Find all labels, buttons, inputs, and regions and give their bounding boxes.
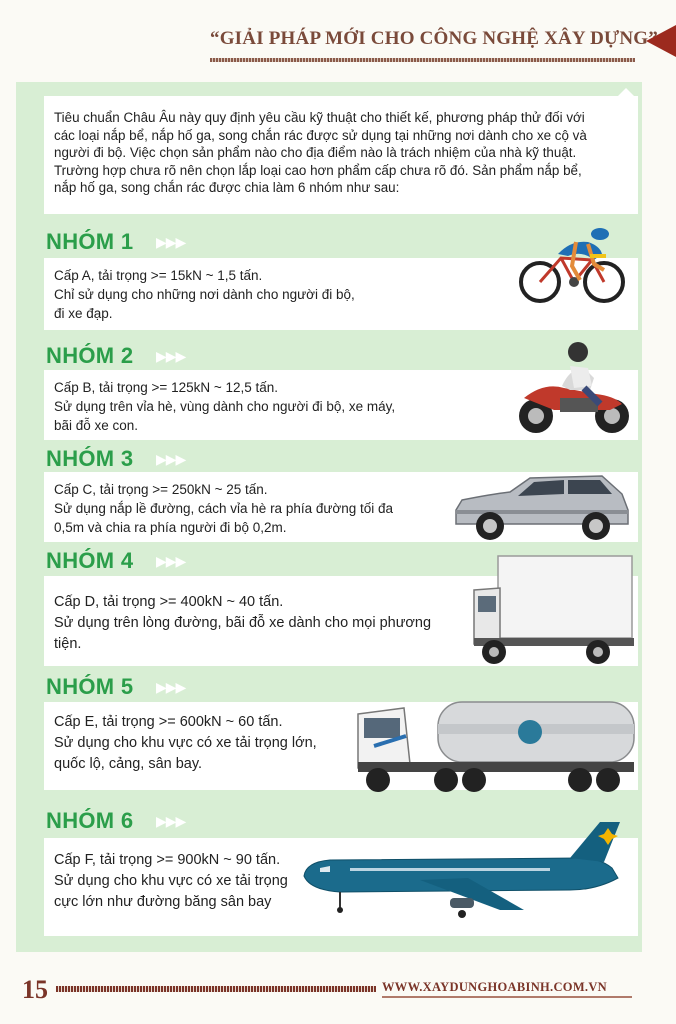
group-1-arrows-icon: ▶▶▶ xyxy=(156,234,186,250)
group-5-arrows-icon: ▶▶▶ xyxy=(156,679,186,695)
group-4-line: Cấp D, tải trọng >= 400kN ~ 40 tấn. xyxy=(54,594,284,610)
group-3-line: 0,5m và chia ra phía người đi bộ 0,2m. xyxy=(54,520,287,535)
group-4-line: tiện. xyxy=(54,636,82,652)
airplane-icon xyxy=(300,818,636,920)
group-6-line: Cấp F, tải trọng >= 900kN ~ 90 tấn. xyxy=(54,852,281,868)
website-url: WWW.XAYDUNGHOABINH.COM.VN xyxy=(382,980,607,994)
group-2-line: bãi đỗ xe con. xyxy=(54,418,139,433)
group-2-line: Sử dụng trên vỉa hè, vùng dành cho người đi bộ, xe máy, xyxy=(54,399,396,414)
group-3-arrows-icon: ▶▶▶ xyxy=(156,451,186,467)
tanker-truck-icon xyxy=(354,694,636,798)
group-5-line: Cấp E, tải trọng >= 600kN ~ 60 tấn. xyxy=(54,714,283,730)
intro-line: nắp hố ga, song chắn rác được chia làm 6 nhóm như sau: xyxy=(54,180,400,196)
group-5-line: Sử dụng cho khu vực có xe tải trọng lớn, xyxy=(54,735,317,751)
group-4-heading: NHÓM 4 xyxy=(46,548,134,573)
intro-line: Trường hợp chưa rõ nên chọn lắp loại cao hơn phẩm cấp chưa rõ đó. Sản phẩm nắp bể, xyxy=(54,162,582,178)
group-2-arrows-icon: ▶▶▶ xyxy=(156,348,186,364)
intro-line: các loại nắp bể, nắp hố ga, song chắn rác được sử dụng tại những nơi dành cho xe cộ và xyxy=(54,127,587,143)
truck-icon xyxy=(470,552,634,668)
intro-line: Tiêu chuẩn Châu Âu này quy định yêu cầu kỹ thuật cho thiết kế, phương pháp thử đối với xyxy=(54,110,585,125)
group-3-line: Sử dụng nắp lề đường, cách vỉa hè ra phía đường tối đa xyxy=(54,501,394,516)
group-6-arrows-icon: ▶▶▶ xyxy=(156,813,186,829)
page-number: 15 xyxy=(22,975,48,1004)
group-3-heading: NHÓM 3 xyxy=(46,446,134,471)
group-4-arrows-icon: ▶▶▶ xyxy=(156,553,186,569)
group-6-line: Sử dụng cho khu vực có xe tải trọng xyxy=(54,873,288,889)
bicycle-icon xyxy=(516,220,626,306)
header-arrow-icon xyxy=(646,25,676,57)
group-1-line: Cấp A, tải trọng >= 15kN ~ 1,5 tấn. xyxy=(54,268,263,283)
group-5-heading: NHÓM 5 xyxy=(46,674,134,699)
car-icon xyxy=(452,470,632,542)
group-2-line: Cấp B, tải trọng >= 125kN ~ 12,5 tấn. xyxy=(54,380,279,395)
magazine-section-title: “GIẢI PHÁP MỚI CHO CÔNG NGHỆ XÂY DỰNG” xyxy=(210,28,658,49)
group-1-heading: NHÓM 1 xyxy=(46,229,134,254)
footer-underline xyxy=(382,996,632,998)
group-2-heading: NHÓM 2 xyxy=(46,343,134,368)
motorcycle-icon xyxy=(514,338,632,438)
intro-line: người đi bộ. Việc chọn sản phẩm nào cho địa điểm nào là trách nhiệm của nhà kỹ thuật. xyxy=(54,145,577,161)
footer-divider xyxy=(56,986,376,992)
group-1-line: đi xe đạp. xyxy=(54,306,113,321)
intro-paragraph xyxy=(44,96,638,214)
group-1-line: Chỉ sử dụng cho những nơi dành cho người đi bộ, xyxy=(54,287,355,302)
group-4-line: Sử dụng trên lòng đường, bãi đỗ xe dành cho mọi phương xyxy=(54,615,432,631)
group-6-line: cực lớn như đường băng sân bay xyxy=(54,894,272,910)
header-divider xyxy=(210,58,635,62)
group-6-heading: NHÓM 6 xyxy=(46,808,134,833)
group-5-line: quốc lộ, cảng, sân bay. xyxy=(54,756,203,772)
group-3-line: Cấp C, tải trọng >= 250kN ~ 25 tấn. xyxy=(54,482,268,497)
